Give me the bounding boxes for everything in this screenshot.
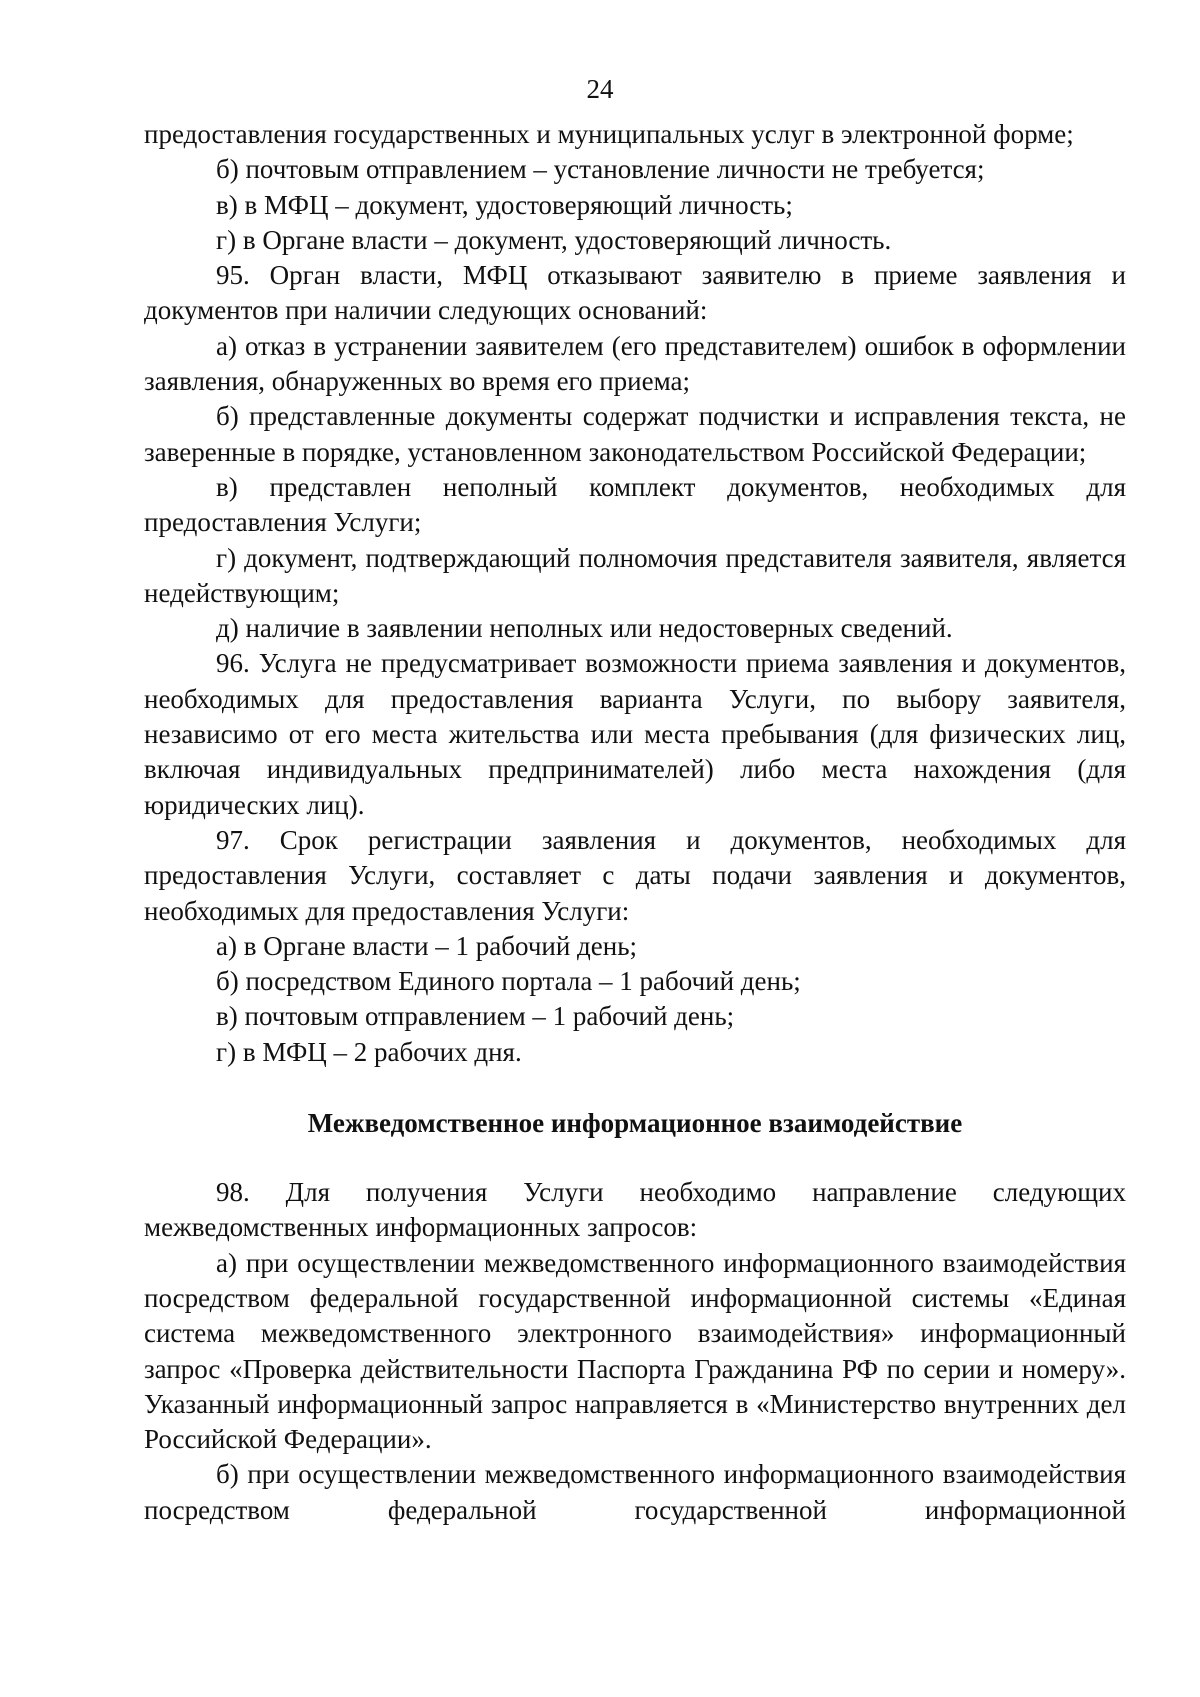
- paragraph: 96. Услуга не предусматривает возможности приема заявления и документов, необходимых для предоставления варианта Услуги, по выбору заявителя, независимо от его места жительства или места пребывания (для физических лиц, включая индивидуальных предпринимателей) либо места нахождения (для юридических лиц).: [144, 648, 1126, 820]
- paragraph-group-top: [144, 117, 1126, 1070]
- paragraph: предоставления государственных и муниципальных услуг в электронной форме;: [144, 119, 1074, 149]
- paragraph: а) отказ в устранении заявителем (его представителем) ошибок в оформлении заявления, обнаруженных во время его приема;: [144, 330, 1126, 397]
- paragraph-group-bottom: [144, 1175, 1126, 1528]
- paragraph: г) документ, подтверждающий полномочия представителя заявителя, является недействующим;: [144, 542, 1126, 608]
- paragraph: в) почтовым отправлением – 1 рабочий день;: [216, 1001, 735, 1032]
- paragraph: в) в МФЦ – документ, удостоверяющий личность;: [216, 189, 793, 220]
- paragraph: б) при осуществлении межведомственного информационного взаимодействия посредством федеральной государственной информационной: [144, 1459, 1126, 1525]
- paragraph: 97. Срок регистрации заявления и документов, необходимых для предоставления Услуги, составляет с даты подачи заявления и документов, необходимых для предоставления Услуги:: [144, 824, 1126, 926]
- paragraph: в) представлен неполный комплект документов, необходимых для предоставления Услуги;: [144, 471, 1126, 538]
- paragraph: 95. Орган власти, МФЦ отказывают заявителю в приеме заявления и документов при наличии следующих оснований:: [144, 260, 1126, 326]
- paragraph: г) в Органе власти – документ, удостоверяющий личность.: [216, 224, 892, 255]
- document-body: [144, 117, 1126, 1528]
- paragraph: б) представленные документы содержат подчистки и исправления текста, не заверенные в порядке, установленном законодательством Российской Федерации;: [144, 401, 1126, 467]
- section-heading: Межведомственное информационное взаимодействие: [307, 1108, 963, 1139]
- paragraph: б) почтовым отправлением – установление личности не требуется;: [216, 154, 985, 185]
- paragraph: б) посредством Единого портала – 1 рабочий день;: [216, 966, 801, 997]
- paragraph: 98. Для получения Услуги необходимо направление следующих межведомственных информационных запросов:: [144, 1177, 1126, 1243]
- paragraph: а) в Органе власти – 1 рабочий день;: [216, 930, 638, 961]
- page-number: 24: [586, 74, 614, 104]
- paragraph: д) наличие в заявлении неполных или недостоверных сведений.: [216, 613, 953, 644]
- paragraph: г) в МФЦ – 2 рабочих дня.: [216, 1036, 522, 1067]
- paragraph: а) при осуществлении межведомственного информационного взаимодействия посредством федеральной государственной информационной системы «Единая система межведомственного электронного взаимодействия» информационный запрос «Проверка действительности Паспорта Гражданина РФ по серии и номеру». Указанный информационный запрос направляется в «Министерство внутренних дел Российской Федерации».: [144, 1247, 1126, 1455]
